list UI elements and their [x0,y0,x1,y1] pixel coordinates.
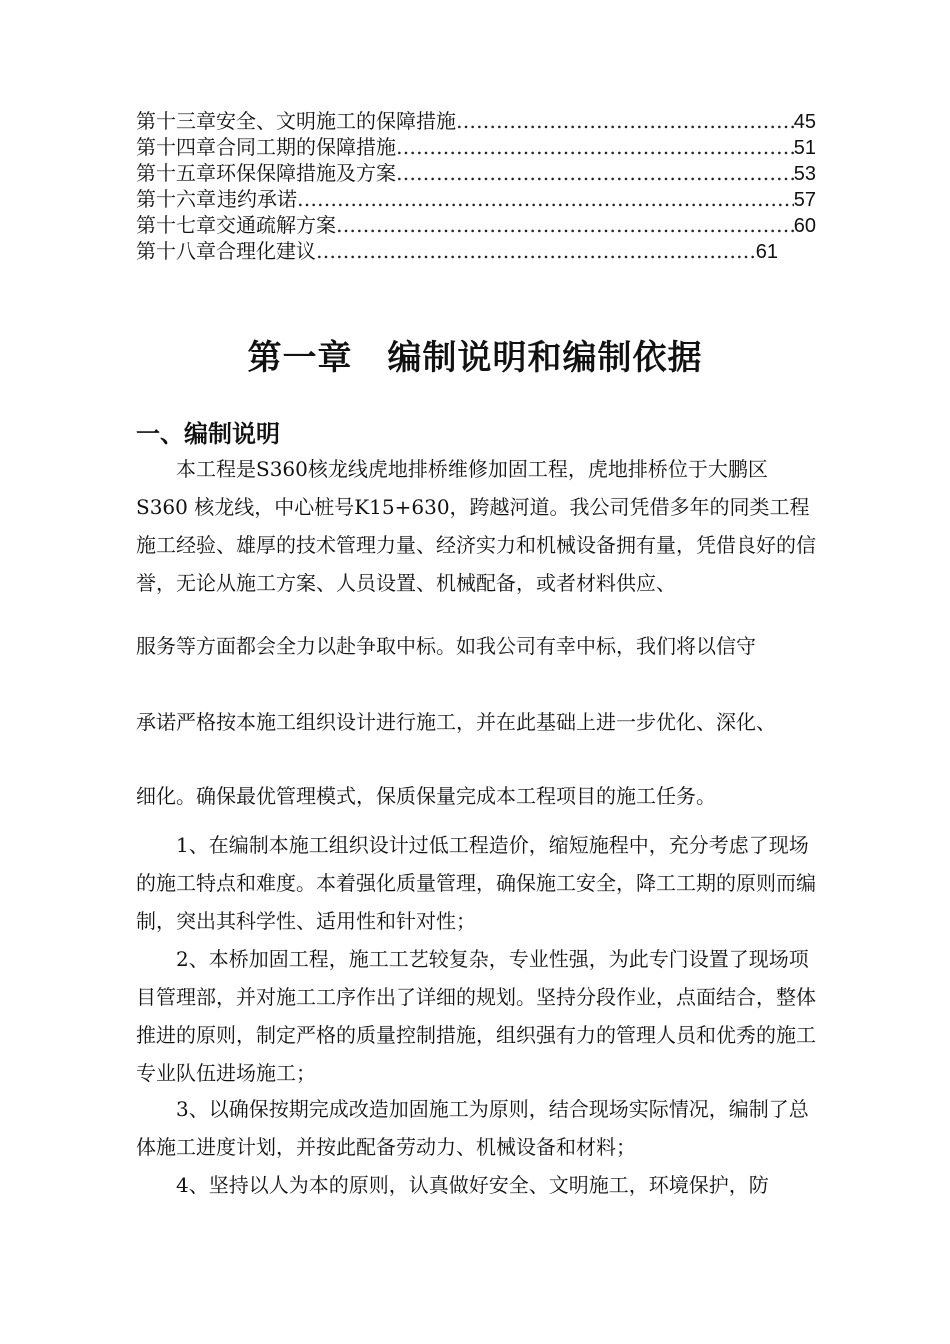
toc-leader [396,160,794,186]
toc-page-number: 57 [793,189,816,211]
toc-chapter: 第十七章 [136,213,216,237]
toc-entry[interactable] [136,186,816,212]
point-paragraph: 1、在编制本施工组织设计过低工程造价，缩短施程中，充分考虑了现场的施工特点和难度。本着强化质量管理，确保施工安全，降工工期的原则而编制，突出其科学性、适用性和针对性； [136,833,816,933]
point-paragraph: 3、以确保按期完成改造加固施工为原则，结合现场实际情况，编制了总体施工进度计划，并按此配备劳动力、机械设备和材料； [136,1097,809,1159]
toc-page-number: 53 [793,163,816,185]
point-paragraph: 4、坚持以人为本的原则，认真做好安全、文明施工，环境保护，防 [176,1173,769,1197]
toc-page-number: 61 [755,241,778,263]
toc-title: 合理化建议 [216,239,316,263]
toc-chapter: 第十八章 [136,239,216,263]
toc-entry[interactable] [136,108,816,134]
toc-title: 环保保障措施及方案 [216,161,396,185]
toc-entry[interactable] [136,160,816,186]
toc-title: 违约承诺 [217,187,298,211]
toc-chapter: 第十五章 [136,161,216,185]
toc-leader [336,212,794,238]
toc-page-number: 60 [793,215,816,237]
intro-paragraph: 本工程是S360核龙线虎地排桥维修加固工程，虎地排桥位于大鹏区S360 核龙线，中心桩号K15+630，跨越河道。我公司凭借多年的同类工程施工经验、雄厚的技术管理力量、经济实力和机械设备拥有量，凭借良好的信誉，无论从施工方案、人员设置、机械配备，或者材料供应、 [136,457,816,595]
toc-entry[interactable] [136,212,816,238]
body-line [136,630,836,659]
body-line-serif: 服务等方面都会全力以赴争取中标。 [136,634,456,658]
body-line: 细化。确保最优管理模式，保质保量完成本工程项目的施工任务。 [136,784,716,808]
toc-chapter: 第十六章 [136,187,216,211]
body-line-sans: 如我公司有幸中标，我们将以信守 [456,634,756,658]
toc-leader [316,238,756,264]
chapter-heading: 第一章 编制说明和编制依据 [247,338,703,378]
point-paragraph: 2、本桥加固工程，施工工艺较复杂，专业性强，为此专门设置了现场项目管理部，并对施工工序作出了详细的规划。坚持分段作业，点面结合，整体推进的原则，制定严格的质量控制措施，组织强有力的管理人员和优秀的施工专业队伍进场施工； [136,947,816,1085]
toc-chapter: 第十四章 [136,135,216,159]
toc-entry[interactable] [136,134,816,160]
toc-leader [396,134,794,160]
toc-title: 合同工期的保障措施 [216,135,396,159]
section-heading: 一、编制说明 [136,420,280,448]
table-of-contents [136,108,816,264]
toc-page-number: 51 [793,137,816,159]
toc-title: 交通疏解方案 [216,213,336,237]
toc-entry[interactable] [136,238,778,264]
body-line: 承诺严格按本施工组织设计进行施工，并在此基础上进一步优化、深化、 [136,710,776,734]
toc-page-number: 45 [793,111,816,133]
toc-leader [456,108,794,134]
toc-chapter: 第十三章 [136,109,216,133]
toc-leader [297,186,794,212]
toc-title: 安全、文明施工的保障措施 [216,109,456,133]
